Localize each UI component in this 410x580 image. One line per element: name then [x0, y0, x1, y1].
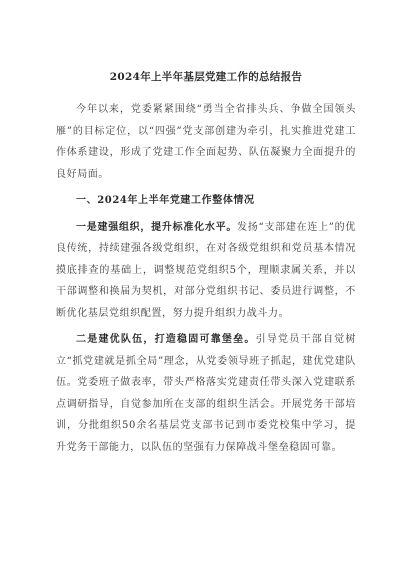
intro-paragraph: 今年以来，党委紧紧围绕“勇当全省排头兵、争做全国领头雁”的目标定位，以“四强”党支部创建为牵引，扎实推进党建工作体系建设，形成了党建工作全面起势、队伍凝聚力全面提升的良好局面。 [56, 104, 356, 180]
paragraph-body: 引导党员干部自觉树立“抓党建就是抓全局”理念，从党委领导班子抓起，建优党建队伍。党委班子做表率，带头严格落实党建责任带头深入党建联系点调研指导，自觉参加所在支部的组织生活会。开展党务干部培训，分批组织50余名基层党支部书记到市委党校集中学习，提升党务干部能力，以队伍的坚强有力保障战斗堡垒稳固可靠。 [56, 334, 356, 453]
paragraph-lead: 二是建优队伍，打造稳固可靠堡垒。 [76, 334, 256, 345]
paragraph-lead: 一是建强组织，提升标准化水平。 [76, 221, 238, 233]
paragraph-team [56, 329, 356, 458]
paragraph-organization [56, 217, 356, 325]
section-heading: 一、2024年上半年党建工作整体情况 [76, 195, 255, 206]
document-title: 2024年上半年基层党建工作的总结报告 [109, 71, 303, 83]
paragraph-body: 发扬“支部建在连上”的优良传统，持续建强各级党组织，在对各级党组织和党员基本情况摸底排查的基础上，调整规范党组织5个，理顺隶属关系，并以干部调整和换届为契机，对部分党组织书记、委员进行调整，不断优化基层党组织配置，努力提升组织力战斗力。 [56, 221, 356, 319]
